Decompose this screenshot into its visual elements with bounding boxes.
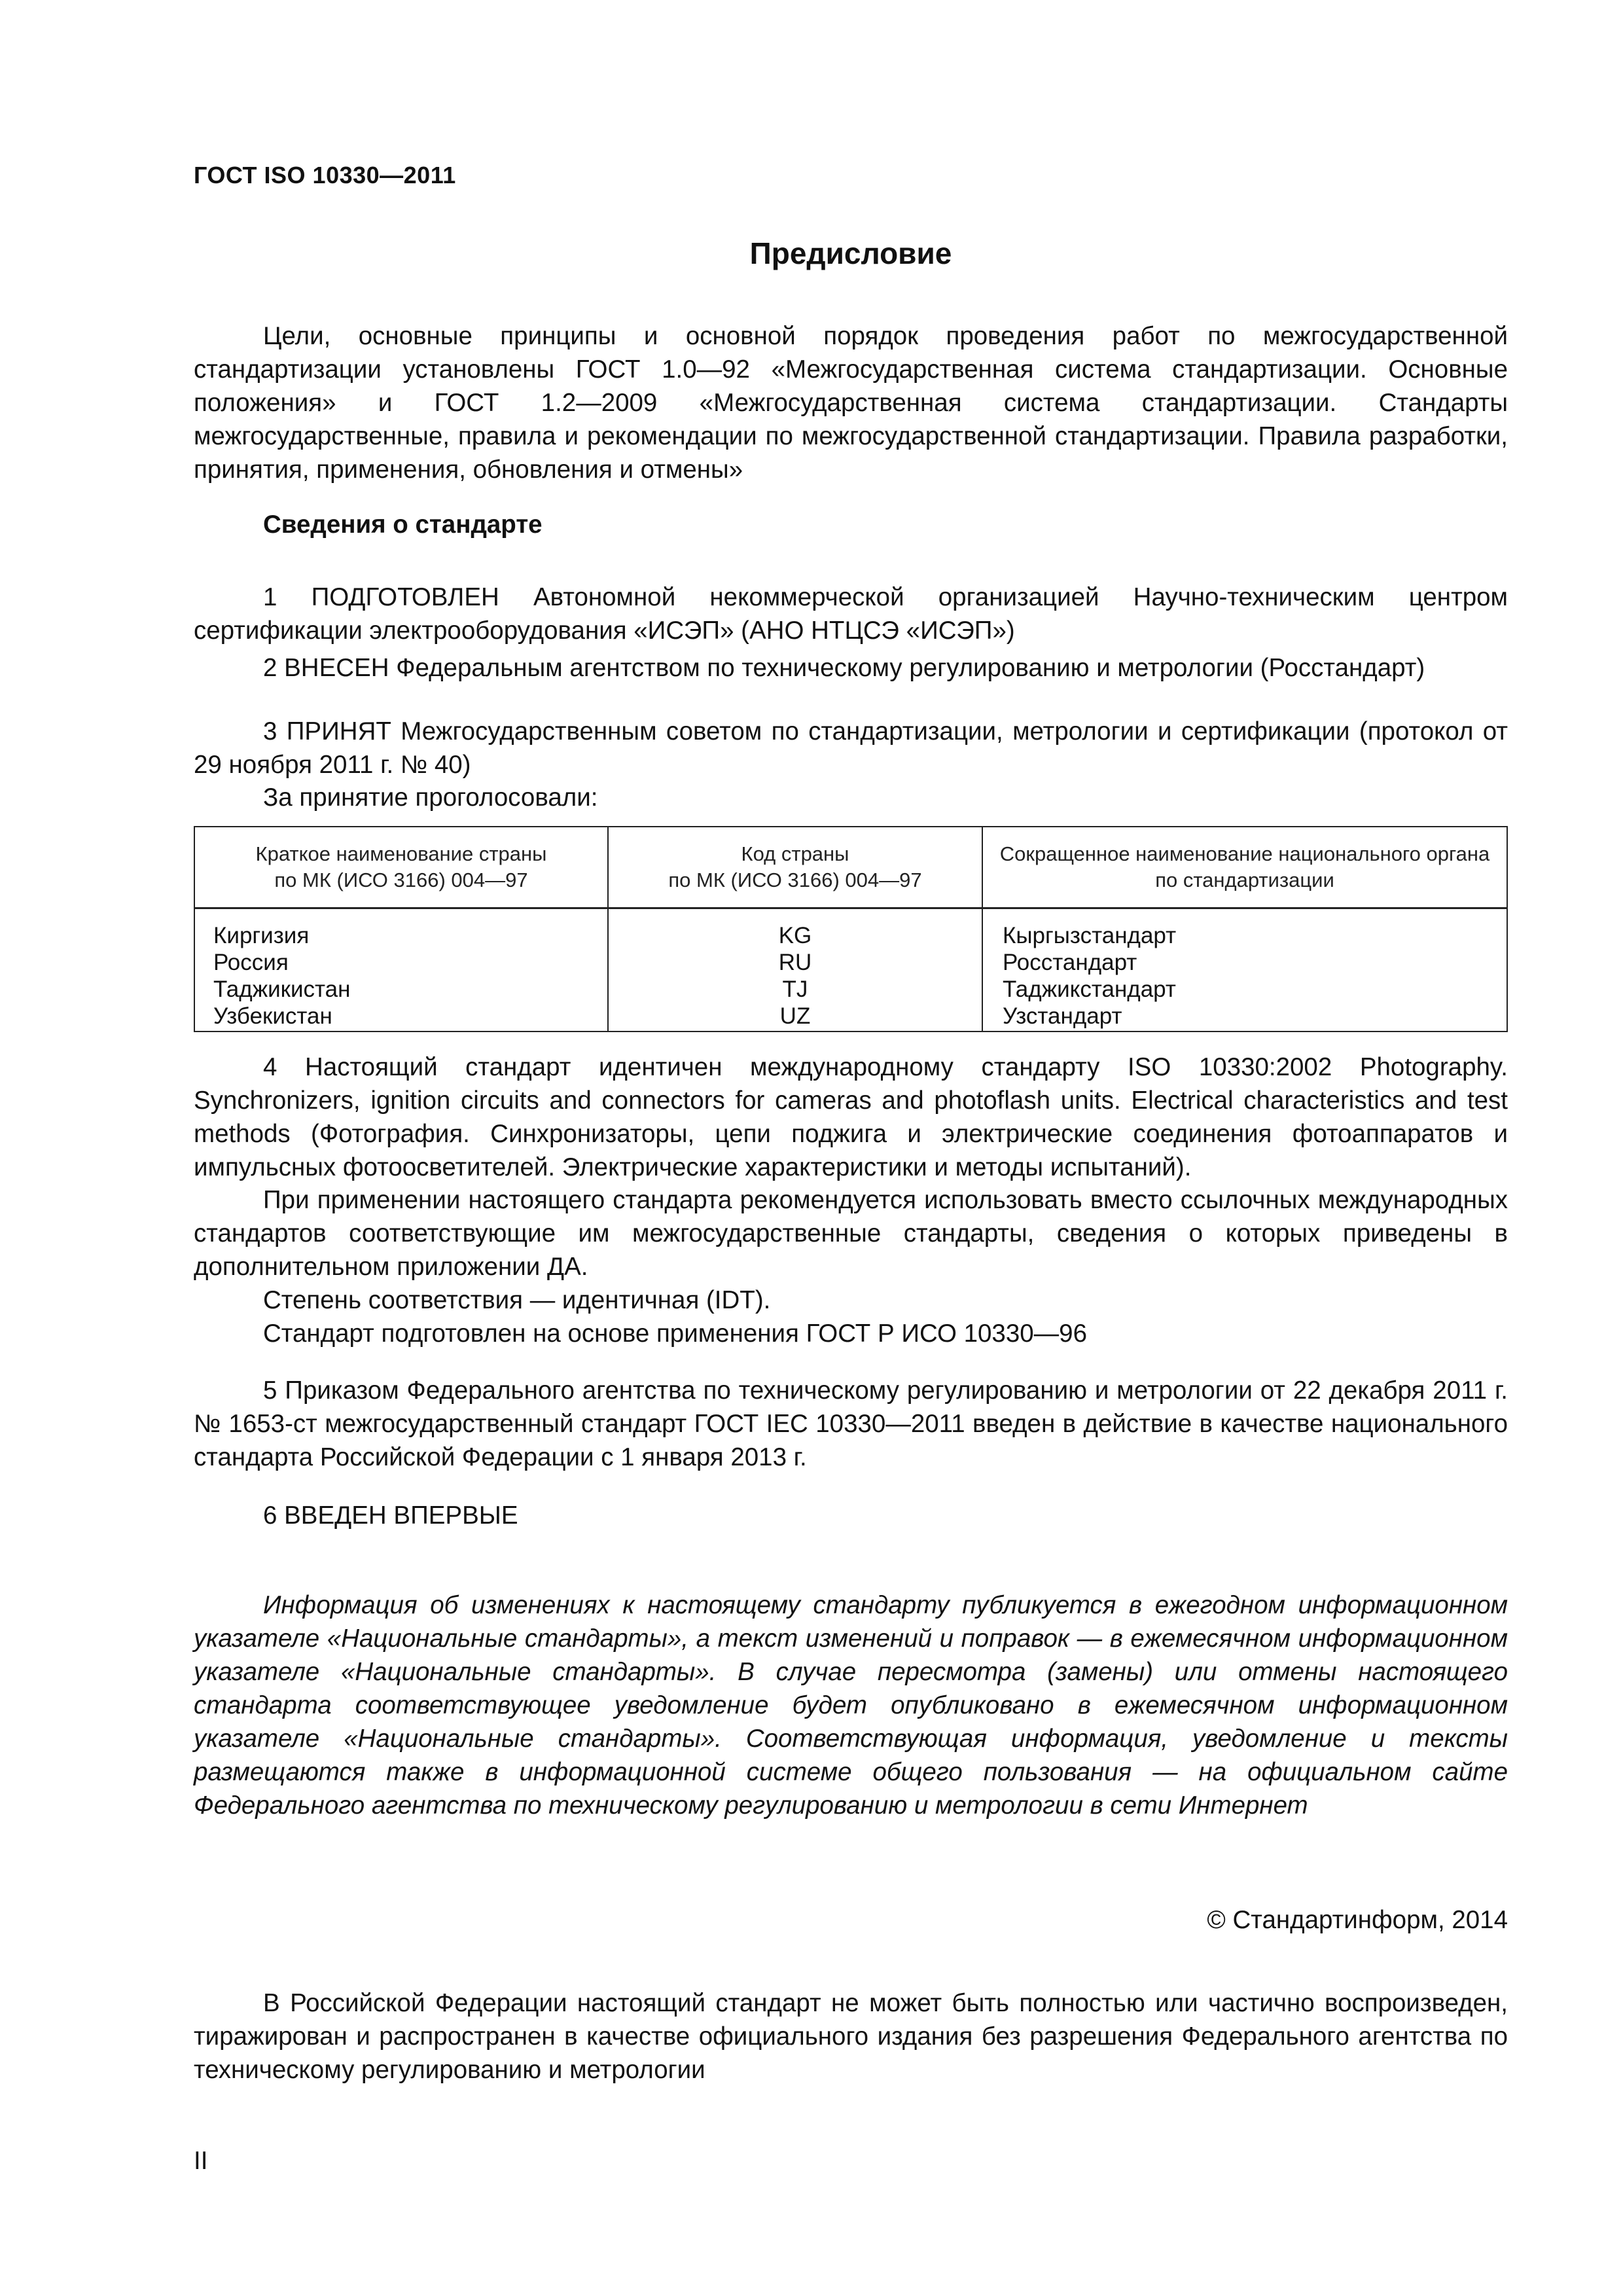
country-name: Россия bbox=[213, 950, 289, 975]
item-5-enacted: 5 Приказом Федерального агентства по техническому регулированию и метрологии от 22 декабря 2011 г. № 1653-ст межгосударственный стандарт ГОСТ IEC 10330—2011 введен в действие в качестве национального стандарта Российской Федерации с 1 января 2013 г. bbox=[194, 1376, 1508, 1471]
item-4-identical: 4 Настоящий стандарт идентичен международному стандарту ISO 10330:2002 Photography. Synchronizers, ignition circuits and connectors for cameras and photoflash units. Electrical characteristics and test methods (Фотография. Синхронизаторы, цепи поджига и электрические соединения фотоаппаратов и импульсных фотоосветителей. Электрические характеристики и методы испытаний). bbox=[194, 1053, 1508, 1181]
country-code: KG bbox=[778, 923, 812, 948]
national-body: Таджикстандарт bbox=[1003, 977, 1176, 1002]
country-name: Таджикистан bbox=[213, 977, 351, 1002]
copyright-line: © Стандартинформ, 2014 bbox=[1207, 1906, 1508, 1934]
column-header-code: Код страны по МК (ИСО 3166) 004—97 bbox=[608, 827, 982, 908]
voting-countries-table bbox=[194, 826, 1508, 1032]
page-number: II bbox=[194, 2147, 208, 2175]
national-body: Узстандарт bbox=[1003, 1003, 1122, 1029]
intro-paragraph: Цели, основные принципы и основной порядок проведения работ по межгосударственной стандартизации установлены ГОСТ 1.0—92 «Межгосударственная система стандартизации. Основные положения» и ГОСТ 1.2—2009 «Межгосударственная система стандартизации. Стандарты межгосударственные, правила и рекомендации по межгосударственной стандартизации. Правила разработки, принятия, применения, обновления и отмены» bbox=[194, 322, 1508, 484]
rights-notice: В Российской Федерации настоящий стандарт не может быть полностью или частично воспроизведен, тиражирован и распространен в качестве официального издания без разрешения Федерального агентства по техническому регулированию и метрологии bbox=[194, 1989, 1508, 2084]
section-subheading: Сведения о стандарте bbox=[263, 511, 543, 539]
column-header-body: Сокращенное наименование национального органа по стандартизации bbox=[982, 827, 1507, 908]
item-4-references-note: При применении настоящего стандарта рекомендуется использовать вместо ссылочных международных стандартов соответствующие им межгосударственные стандарты, сведения о которых приведены в дополнительном приложении ДА. bbox=[194, 1186, 1508, 1281]
page-title: Предисловие bbox=[749, 236, 952, 270]
country-name-column bbox=[194, 908, 608, 1032]
basis-standard: Стандарт подготовлен на основе применения ГОСТ Р ИСО 10330—96 bbox=[263, 1319, 1087, 1348]
country-code: TJ bbox=[782, 977, 808, 1002]
table-header-row bbox=[194, 827, 1507, 908]
conformity-degree: Степень соответствия — идентичная (IDT). bbox=[263, 1286, 771, 1314]
country-code-column bbox=[608, 908, 982, 1032]
item-3-adopted: 3 ПРИНЯТ Межгосударственным советом по стандартизации, метрологии и сертификации (протокол от 29 ноября 2011 г. № 40) bbox=[194, 717, 1508, 779]
item-6-introduced: 6 ВВЕДЕН ВПЕРВЫЕ bbox=[263, 1501, 518, 1530]
item-1-prepared: 1 ПОДГОТОВЛЕН Автономной некоммерческой организацией Научно-техническим центром сертификации электрооборудования «ИСЭП» (АНО НТЦСЭ «ИСЭП») bbox=[194, 583, 1508, 645]
item-2-submitted: 2 ВНЕСЕН Федеральным агентством по техническому регулированию и метрологии (Росстандарт) bbox=[263, 654, 1425, 682]
country-code: RU bbox=[778, 950, 812, 975]
voted-label: За принятие проголосовали: bbox=[263, 783, 598, 812]
country-code: UZ bbox=[779, 1003, 811, 1029]
country-name: Киргизия bbox=[213, 923, 310, 948]
changes-information-notice: Информация об изменениях к настоящему стандарту публикуется в ежегодном информационном указателе «Национальные стандарты», а текст изменений и поправок — в ежемесячном информационном указателе «Национальные стандарты». В случае пересмотра (замены) или отмены настоящего стандарта соответствующее уведомление будет опубликовано в ежемесячном информационном указателе «Национальные стандарты». Соответствующая информация, уведомление и тексты размещаются также в информационной системе общего пользования — на официальном сайте Федерального агентства по техническому регулированию и метрологии в сети Интернет bbox=[194, 1591, 1508, 1820]
table-row bbox=[194, 908, 1507, 1032]
country-name: Узбекистан bbox=[213, 1003, 332, 1029]
document-header-id: ГОСТ ISO 10330—2011 bbox=[194, 162, 456, 188]
national-body-column bbox=[982, 908, 1507, 1032]
national-body: Росстандарт bbox=[1003, 950, 1137, 975]
national-body: Кыргызстандарт bbox=[1003, 923, 1177, 948]
column-header-country: Краткое наименование страны по МК (ИСО 3166) 004—97 bbox=[194, 827, 608, 908]
